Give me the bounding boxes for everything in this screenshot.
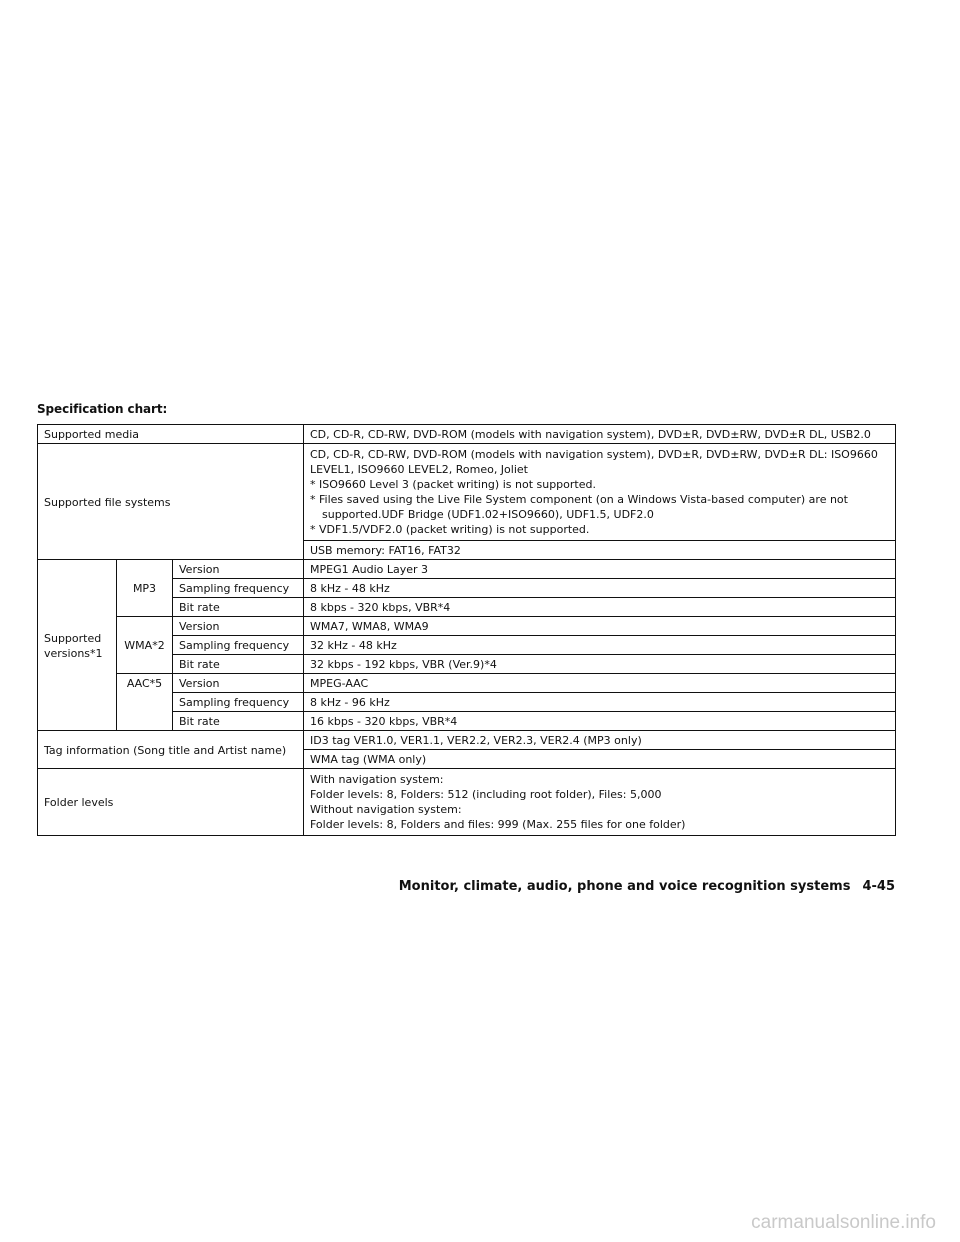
param-label: Bit rate [173, 598, 304, 617]
specification-table [37, 424, 896, 836]
table-row [38, 617, 896, 636]
row-label-filesystems: Supported file systems [38, 444, 304, 560]
watermark: carmanualsonline.info [751, 1212, 936, 1233]
row-value-usb: USB memory: FAT16, FAT32 [304, 541, 896, 560]
param-value: MPEG1 Audio Layer 3 [304, 560, 896, 579]
filesystem-line: supported.UDF Bridge (UDF1.02+ISO9660), UDF1.5, UDF2.0 [322, 508, 654, 521]
page-number: 4-45 [862, 879, 895, 894]
format-wma: WMA*2 [117, 617, 173, 674]
versions-label-line: versions*1 [44, 646, 103, 660]
format-mp3: MP3 [117, 560, 173, 617]
table-row [38, 560, 896, 579]
folder-line: Folder levels: 8, Folders and files: 999 (Max. 255 files for one folder) [310, 818, 686, 831]
folder-line: Folder levels: 8, Folders: 512 (including root folder), Files: 5,000 [310, 788, 662, 801]
row-value-folders [304, 769, 896, 836]
param-label: Bit rate [173, 655, 304, 674]
param-value: 8 kHz - 48 kHz [304, 579, 896, 598]
param-value: 16 kbps - 320 kbps, VBR*4 [304, 712, 896, 731]
param-label: Version [173, 674, 304, 693]
param-label: Sampling frequency [173, 693, 304, 712]
versions-label-line: Supported [44, 631, 102, 645]
table-row [38, 674, 896, 693]
folder-line: Without navigation system: [310, 803, 462, 816]
folder-line: With navigation system: [310, 773, 444, 786]
footer-section-title: Monitor, climate, audio, phone and voice recognition systems [398, 879, 851, 894]
param-value: 32 kHz - 48 kHz [304, 636, 896, 655]
row-label-tag: Tag information (Song title and Artist name) [38, 731, 304, 769]
param-value: MPEG-AAC [304, 674, 896, 693]
page-title: Specification chart: [37, 402, 168, 416]
format-aac: AAC*5 [117, 674, 173, 731]
page-footer [399, 879, 895, 894]
param-label: Bit rate [173, 712, 304, 731]
row-value-filesystems [304, 444, 896, 541]
table-row [38, 769, 896, 836]
param-label: Sampling frequency [173, 579, 304, 598]
param-label: Version [173, 560, 304, 579]
row-value-id3: ID3 tag VER1.0, VER1.1, VER2.2, VER2.3, VER2.4 (MP3 only) [304, 731, 896, 750]
param-label: Version [173, 617, 304, 636]
filesystem-line: * Files saved using the Live File System component (on a Windows Vista-based computer) are not [310, 493, 848, 506]
row-label-media: Supported media [38, 425, 304, 444]
param-value: 8 kHz - 96 kHz [304, 693, 896, 712]
param-value: 32 kbps - 192 kbps, VBR (Ver.9)*4 [304, 655, 896, 674]
filesystem-line: LEVEL1, ISO9660 LEVEL2, Romeo, Joliet [310, 463, 528, 476]
filesystem-line: * VDF1.5/VDF2.0 (packet writing) is not supported. [310, 523, 590, 536]
param-label: Sampling frequency [173, 636, 304, 655]
row-label-versions [38, 560, 117, 731]
filesystem-line: CD, CD-R, CD-RW, DVD-ROM (models with navigation system), DVD±R, DVD±RW, DVD±R DL: ISO9660 [310, 448, 878, 461]
param-value: WMA7, WMA8, WMA9 [304, 617, 896, 636]
row-value-wma-tag: WMA tag (WMA only) [304, 750, 896, 769]
param-value: 8 kbps - 320 kbps, VBR*4 [304, 598, 896, 617]
row-value-media: CD, CD-R, CD-RW, DVD-ROM (models with navigation system), DVD±R, DVD±RW, DVD±R DL, USB2.0 [304, 425, 896, 444]
row-label-folders: Folder levels [38, 769, 304, 836]
filesystem-line: * ISO9660 Level 3 (packet writing) is not supported. [310, 478, 596, 491]
table-row [38, 425, 896, 444]
table-row [38, 444, 896, 541]
table-row [38, 731, 896, 750]
